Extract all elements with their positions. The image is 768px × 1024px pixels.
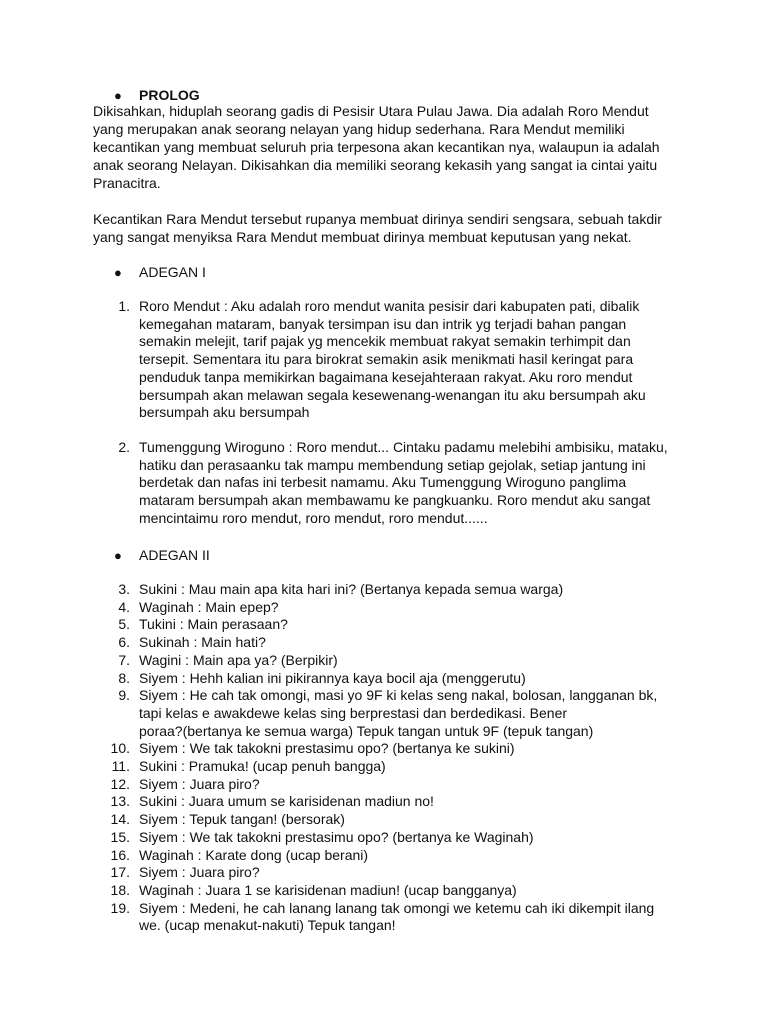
paragraph-line: yang sangat menyiksa Rara Mendut membuat dirinya membuat keputusan yang nekat. [93,229,632,245]
dialogue-item [93,439,703,528]
dialogue-line: Siyem : Hehh kalian ini pikirannya kaya bocil aja (menggerutu) [139,669,526,686]
item-number: 13. [110,793,130,810]
dialogue-line: mataram bersumpah akan membawamu ke pangkuanku. Roro mendut aku sangat [139,492,651,509]
dialogue-item [93,793,703,811]
adegan-1-heading [114,263,206,282]
dialogue-item [93,864,703,882]
dialogue-line: berdetak dan nafas ini terbesit namamu. Aku Tumenggung Wiroguno panglima [139,474,627,491]
item-number: 1. [118,298,130,314]
item-number: 18. [110,881,130,898]
adegan-2-list [93,581,703,935]
dialogue-line: Roro Mendut : Aku adalah roro mendut wanita pesisir dari kabupaten pati, dibalik [139,298,640,314]
dialogue-line: Tumenggung Wiroguno : Roro mendut... Cintaku padamu melebihi ambisiku, mataku, [139,439,668,455]
dialogue-line: tersepit. Sementara itu para birokrat semakin asik menikmati hasil keringat para [139,351,634,368]
dialogue-line: bersumpah aku bersumpah [139,404,310,421]
item-number: 7. [118,651,130,668]
paragraph-line: Kecantikan Rara Mendut tersebut rupanya membuat dirinya sendiri sengsara, sebuah takdir [93,211,662,227]
dialogue-item [93,758,703,776]
dialogue-line: Sukini : Mau main apa kita hari ini? (Bertanya kepada semua warga) [139,581,564,597]
item-number: 8. [118,669,130,686]
item-number: 17. [110,864,130,881]
dialogue-line: bersumpah akan melawan segala kesewenang-wenangan itu aku bersumpah aku [139,386,646,403]
dialogue-line: Sukini : Pramuka! (ucap penuh bangga) [139,758,386,775]
dialogue-line: Siyem : We tak takokni prestasimu opo? (bertanya ke sukini) [139,740,515,757]
dialogue-item [93,847,703,865]
item-number: 6. [118,634,130,651]
dialogue-item [93,740,703,758]
dialogue-item [93,882,703,900]
paragraph-line: kecantikan yang membuat seluruh pria terpesona akan kecantikan nya, walaupun ia adalah [93,139,660,155]
adegan-1-list [93,298,703,422]
dialogue-item [93,900,703,935]
paragraph-line: yang merupakan anak seorang nelayan yang hidup sederhana. Rara Mendut memiliki [93,121,625,137]
dialogue-line: Siyem : We tak takokni prestasimu opo? (bertanya ke Waginah) [139,828,534,845]
item-number: 12. [110,775,130,792]
dialogue-item [93,811,703,829]
paragraph-line: Pranacitra. [93,175,161,191]
item-number: 9. [118,687,130,704]
dialogue-item [93,687,703,740]
item-number: 10. [110,740,130,757]
item-number: 11. [111,758,130,775]
dialogue-item [93,581,703,599]
dialogue-item [93,829,703,847]
adegan-2-heading [114,546,210,565]
prolog-paragraph-1 [93,102,693,192]
dialogue-line: Siyem : Tepuk tangan! (bersorak) [139,811,345,828]
dialogue-item [93,298,703,422]
dialogue-line: tapi kelas e awakdewe kelas sing berprestasi dan berdedikasi. Bener [139,704,568,721]
dialogue-line: Sukinah : Main hati? [139,634,266,651]
bullet-icon: ● [114,265,122,280]
item-number: 15. [110,828,130,845]
dialogue-line: Waginah : Juara 1 se karisidenan madiun! (ucap bangganya) [139,881,517,898]
item-number: 16. [110,846,130,863]
item-number: 19. [110,899,130,916]
dialogue-line: penduduk tanpa memikirkan bagaimana kesejahteraan rakyat. Aku roro mendut [139,368,633,385]
item-number: 2. [118,439,130,455]
paragraph-line: anak seorang Nelayan. Dikisahkan dia memiliki seorang kekasih yang sangat ia cintai yaitu [93,157,658,173]
dialogue-line: Waginah : Karate dong (ucap berani) [139,846,369,863]
item-number: 14. [110,811,130,828]
adegan-2-title: ADEGAN II [139,547,210,563]
dialogue-line: Tukini : Main perasaan? [139,616,288,633]
dialogue-line: Wagini : Main apa ya? (Berpikir) [139,651,338,668]
bullet-icon: ● [114,88,122,103]
dialogue-item [93,634,703,652]
dialogue-item [93,670,703,688]
dialogue-line: hatiku dan perasaanku tak mampu membendung setiap gejolak, setiap jantung ini [139,456,646,473]
dialogue-line: semakin melejit, tarif pajak yg mencekik membuat rakyat semakin terhimpit dan [139,333,631,350]
dialogue-line: mencintaimu roro mendut, roro mendut, roro mendut...... [139,509,488,526]
adegan-1-title: ADEGAN I [139,264,206,280]
dialogue-line: Siyem : Juara piro? [139,864,260,881]
dialogue-line: Sukini : Juara umum se karisidenan madiun no! [139,793,434,810]
prolog-title: PROLOG [139,87,200,103]
dialogue-line: Siyem : Medeni, he cah lanang lanang tak omongi we ketemu cah iki dikempit ilang [139,899,655,916]
dialogue-item [93,599,703,617]
dialogue-line: Siyem : Juara piro? [139,775,260,792]
dialogue-item [93,616,703,634]
item-number: 5. [118,616,130,633]
dialogue-line: poraa?(bertanya ke semua warga) Tepuk tangan untuk 9F (tepuk tangan) [139,722,594,739]
dialogue-item [93,652,703,670]
paragraph-line: Dikisahkan, hiduplah seorang gadis di Pesisir Utara Pulau Jawa. Dia adalah Roro Mendut [93,103,649,119]
dialogue-line: we. (ucap menakut-nakuti) Tepuk tangan! [139,917,396,934]
bullet-icon: ● [114,548,122,563]
dialogue-line: Siyem : He cah tak omongi, masi yo 9F ki kelas seng nakal, bolosan, langganan bk, [139,687,658,704]
dialogue-line: kemegahan mataram, banyak tersimpan isu dan intrik yg terjadi bahan pangan [139,315,627,332]
item-number: 3. [118,581,130,597]
dialogue-line: Waginah : Main epep? [139,598,279,615]
prolog-paragraph-2 [93,210,693,246]
adegan-1-list-continued [93,439,703,528]
item-number: 4. [118,598,130,615]
dialogue-item [93,776,703,794]
